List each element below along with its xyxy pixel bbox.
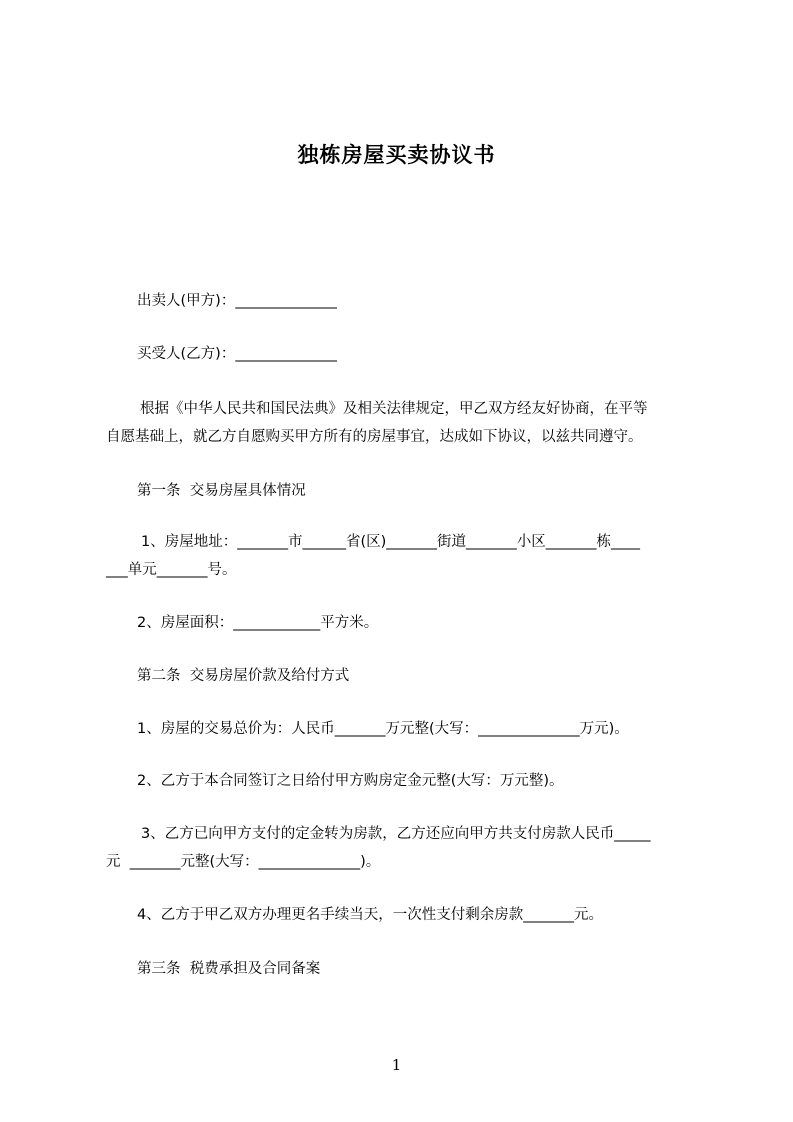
seller-line: 出卖人(甲方)：______________ bbox=[137, 293, 337, 309]
intro-paragraph-line-1: 根据《中华人民共和国民法典》及相关法律规定，甲乙双方经友好协商，在平等 bbox=[140, 401, 648, 417]
article-3-heading: 第三条 税费承担及合同备案 bbox=[137, 961, 321, 977]
article-2-heading: 第二条 交易房屋价款及给付方式 bbox=[137, 668, 350, 684]
article-1-heading: 第一条 交易房屋具体情况 bbox=[137, 483, 306, 499]
article-2-item-4: 4、乙方于甲乙双方办理更名手续当天，一次性支付剩余房款_______元。 bbox=[137, 907, 603, 923]
page-number: 1 bbox=[391, 1056, 402, 1074]
article-1-item-2: 2、房屋面积：____________平方米。 bbox=[137, 615, 379, 631]
article-2-item-3-line-2: 元 _______元整(大写：______________)。 bbox=[106, 854, 381, 870]
article-1-item-1-line-1: 1、房屋地址：_______市______省(区)_______街道_______小区_______栋____ bbox=[141, 534, 641, 550]
document-title: 独栋房屋买卖协议书 bbox=[297, 143, 496, 167]
article-1-item-1-line-2: ___单元_______号。 bbox=[106, 562, 237, 578]
intro-paragraph-line-2: 自愿基础上，就乙方自愿购买甲方所有的房屋事宜，达成如下协议，以兹共同遵守。 bbox=[106, 429, 643, 445]
buyer-line: 买受人(乙方)：______________ bbox=[137, 346, 337, 362]
article-2-item-2: 2、乙方于本合同签订之日给付甲方购房定金元整(大写：万元整)。 bbox=[137, 773, 564, 789]
article-2-item-1: 1、房屋的交易总价为：人民币_______万元整(大写：______________万元)。 bbox=[137, 721, 629, 737]
article-2-item-3-line-1: 3、乙方已向甲方支付的定金转为房款，乙方还应向甲方共支付房款人民币_____ bbox=[141, 826, 651, 842]
